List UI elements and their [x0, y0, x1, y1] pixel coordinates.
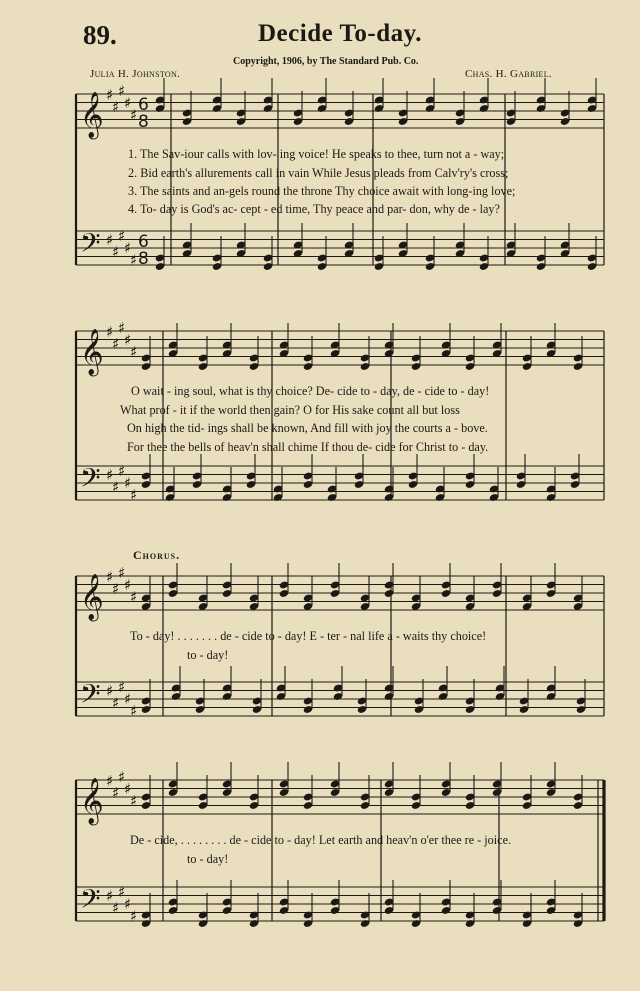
- key-signature-bass-4: ♯: [112, 899, 120, 917]
- verse-3-line-system-1: 3. The saints and an-gels round the throne Thy choice await with long-ing love;: [128, 184, 516, 198]
- key-signature-treble-4: ♯: [124, 780, 132, 798]
- time-signature-bass-1: 8: [138, 249, 149, 269]
- key-signature-treble-1: ♯: [130, 106, 138, 124]
- key-signature-treble-4: ♯: [106, 772, 114, 790]
- treble-clef-4: 𝄞: [80, 778, 104, 824]
- key-signature-treble-3: ♯: [130, 588, 138, 606]
- treble-clef-1: 𝄞: [80, 92, 104, 138]
- treble-clef-3: 𝄞: [80, 574, 104, 620]
- key-signature-bass-1: ♯: [130, 251, 138, 269]
- bass-clef-3: 𝄢: [80, 678, 101, 716]
- key-signature-bass-3: ♯: [112, 694, 120, 712]
- key-signature-treble-2: ♯: [118, 319, 126, 337]
- key-signature-bass-1: ♯: [124, 239, 132, 257]
- verse-2-line-system-1: 2. Bid earth's allurements call in vain While Jesus pleads from Calv'ry's cross;: [128, 166, 509, 180]
- chorus-lyric-line-1: To - day! . . . . . . . de - cide to - day! E - ter - nal life a - waits thy choice!: [130, 629, 487, 643]
- treble-clef-2: 𝄞: [80, 329, 104, 375]
- chorus-lyric-line-2: De - cide, . . . . . . . . de - cide to - day! Let earth and heav'n o'er thee re - joice.: [130, 833, 512, 847]
- key-signature-treble-3: ♯: [124, 576, 132, 594]
- key-signature-treble-3: ♯: [118, 564, 126, 582]
- key-signature-treble-1: ♯: [106, 86, 114, 104]
- bass-clef-4: 𝄢: [80, 883, 101, 921]
- verse-4-line-system-1: 4. To- day is God's ac- cept - ed time, Thy peace and par- don, why de - lay?: [128, 202, 500, 216]
- verse-3-line-system-2: On high the tid- ings shall be known, And fill with joy the courts a - bove.: [127, 421, 488, 435]
- time-signature-bass-1: 6: [138, 232, 149, 252]
- key-signature-bass-4: ♯: [118, 883, 126, 901]
- key-signature-bass-3: ♯: [118, 678, 126, 696]
- key-signature-bass-3: ♯: [106, 682, 114, 700]
- key-signature-bass-2: ♯: [118, 462, 126, 480]
- verse-4-line-system-2: For thee the bells of heav'n shall chime If thou de- cide for Christ to - day.: [127, 440, 489, 454]
- chorus-echo-lyric-1: to - day!: [187, 648, 229, 662]
- key-signature-treble-2: ♯: [106, 323, 114, 341]
- key-signature-bass-3: ♯: [124, 690, 132, 708]
- key-signature-bass-1: ♯: [118, 227, 126, 245]
- key-signature-treble-2: ♯: [130, 343, 138, 361]
- bass-clef-2: 𝄢: [80, 462, 101, 500]
- composer-credit: Chas. H. Gabriel.: [465, 68, 552, 80]
- key-signature-treble-1: ♯: [112, 98, 120, 116]
- key-signature-bass-4: ♯: [124, 895, 132, 913]
- key-signature-treble-2: ♯: [124, 331, 132, 349]
- verse-2-line-system-2: What prof - it if the world then gain? O for His sake count all but loss: [120, 403, 460, 417]
- time-signature-treble-1: 6: [138, 95, 149, 115]
- chorus-echo-lyric-2: to - day!: [187, 852, 229, 866]
- key-signature-treble-2: ♯: [112, 335, 120, 353]
- key-signature-treble-4: ♯: [112, 784, 120, 802]
- key-signature-bass-2: ♯: [106, 466, 114, 484]
- verse-1-line-system-2: O wait - ing soul, what is thy choice? De- cide to - day, de - cide to - day!: [131, 384, 490, 398]
- key-signature-treble-3: ♯: [106, 568, 114, 586]
- bass-clef-1: 𝄢: [80, 227, 101, 265]
- key-signature-bass-3: ♯: [130, 702, 138, 720]
- key-signature-bass-1: ♯: [106, 231, 114, 249]
- verse-1-line-system-1: 1. The Sav-iour calls with lov- ing voice! He speaks to thee, turn not a - way;: [128, 147, 505, 161]
- copyright-notice: Copyright, 1906, by The Standard Pub. Co.: [233, 56, 419, 67]
- lyricist-credit: Julia H. Johnston.: [90, 68, 181, 80]
- hymn-title: Decide To-day.: [258, 20, 422, 47]
- key-signature-bass-4: ♯: [130, 907, 138, 925]
- key-signature-bass-2: ♯: [130, 486, 138, 504]
- key-signature-treble-4: ♯: [130, 792, 138, 810]
- key-signature-bass-1: ♯: [112, 243, 120, 261]
- key-signature-treble-1: ♯: [118, 82, 126, 100]
- key-signature-treble-4: ♯: [118, 768, 126, 786]
- key-signature-bass-4: ♯: [106, 887, 114, 905]
- chorus-label: Chorus.: [133, 548, 181, 562]
- time-signature-treble-1: 8: [138, 112, 149, 132]
- key-signature-bass-2: ♯: [112, 478, 120, 496]
- hymn-number: 89.: [83, 20, 117, 50]
- key-signature-bass-2: ♯: [124, 474, 132, 492]
- key-signature-treble-1: ♯: [124, 94, 132, 112]
- key-signature-treble-3: ♯: [112, 580, 120, 598]
